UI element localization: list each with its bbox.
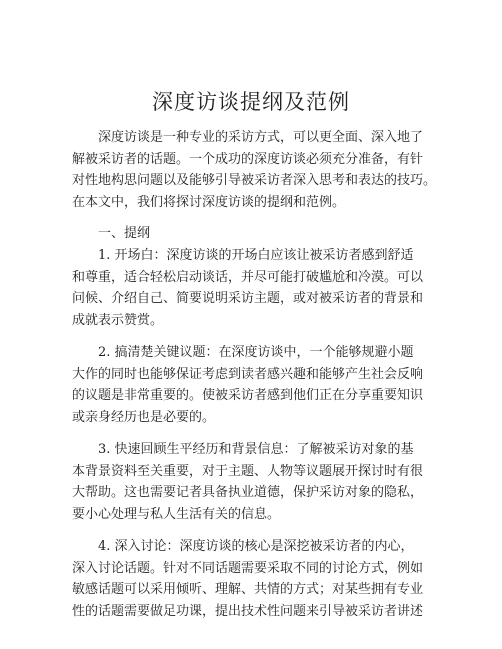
text-line: 对性地构思问题以及能够引导被采访者深入思考和表达的技巧。	[72, 173, 437, 188]
text-line: 的议题是非常重要的。使被采访者感到他们正在分享重要知识	[72, 388, 424, 403]
text-line: 1. 开场白：深度访谈的开场白应该让被采访者感到舒适	[98, 248, 414, 263]
text-line: 要小心处理与私人生活有关的信息。	[72, 507, 281, 522]
text-line: 深入讨论话题。针对不同话题需要采取不同的讨论方式，例如	[72, 561, 424, 576]
text-line: 性的话题需要做足功课，提出技术性问题来引导被采访者讲述	[72, 604, 424, 619]
text-line: 深度访谈是一种专业的采访方式，可以更全面、深入地了	[98, 130, 424, 145]
text-line: 本背景资料至关重要，对于主题、人物等议题展开探讨时有很	[72, 464, 424, 479]
document-title: 深度访谈提纲及范例	[152, 90, 350, 114]
text-line: 大作的同时也能够保证考虑到读者感兴趣和能够产生社会反响	[72, 367, 424, 382]
text-line: 问候、介绍自己、简要说明采访主题，或对被采访者的背景和	[72, 291, 424, 306]
text-line: 在本文中，我们将探讨深度访谈的提纲和范例。	[72, 195, 346, 210]
text-line: 或亲身经历也是必要的。	[72, 410, 216, 425]
text-line: 成就表示赞赏。	[72, 313, 164, 328]
section-heading: 一、提纲	[98, 226, 151, 241]
text-line: 敏感话题可以采用倾听、理解、共情的方式；对某些拥有专业	[72, 582, 424, 597]
text-line: 3. 快速回顾生平经历和背景信息：了解被采访对象的基	[98, 442, 414, 457]
text-line: 和尊重，适合轻松启动谈话，并尽可能打破尴尬和冷漠。可以	[72, 270, 424, 285]
text-line: 解被采访者的话题。一个成功的深度访谈必须充分准备，有针	[72, 152, 424, 167]
text-line: 大帮助。这也需要记者具备执业道德，保护采访对象的隐私，	[72, 485, 424, 500]
text-line: 2. 搞清楚关键议题：在深度访谈中，一个能够规避小题	[98, 345, 414, 360]
text-line: 4. 深入讨论：深度访谈的核心是深挖被采访者的内心，	[98, 539, 414, 554]
